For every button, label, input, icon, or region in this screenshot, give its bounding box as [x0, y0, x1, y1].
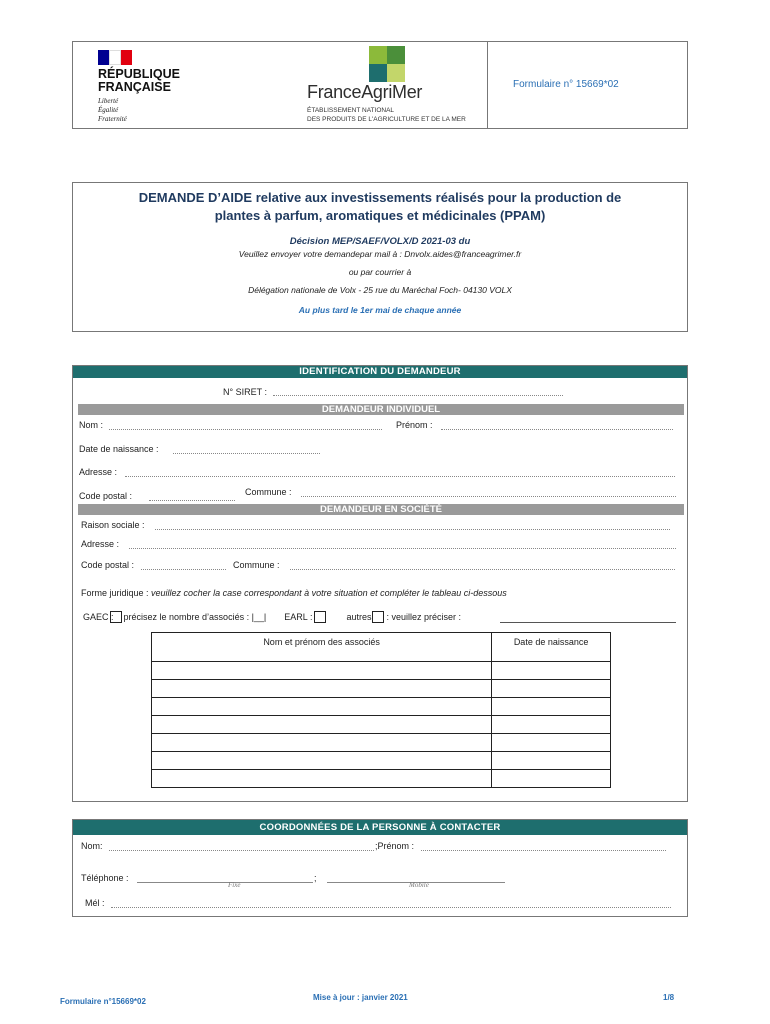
postal2-field[interactable] — [141, 569, 226, 570]
footer-page: 1/8 — [663, 993, 675, 1002]
forme-label-text: Forme juridique : — [81, 588, 149, 598]
form-number: Formulaire n° 15669*02 — [513, 79, 619, 90]
table-cell-name[interactable] — [152, 716, 492, 734]
republique-line2: FRANÇAISE — [98, 80, 171, 94]
address2-label: Adresse : — [81, 539, 120, 549]
autres-checkbox[interactable] — [372, 611, 384, 623]
table-cell-birth[interactable] — [492, 770, 611, 788]
gaec-checkbox[interactable] — [110, 611, 122, 623]
brand-sub-2: DES PRODUITS DE L'AGRICULTURE ET DE LA MER — [307, 116, 466, 123]
raison-field[interactable] — [155, 529, 670, 530]
phone-fixe-field[interactable] — [137, 882, 313, 883]
siret-label: N° SIRET : — [223, 387, 267, 397]
forme-hint: veuillez cocher la case correspondant à votre situation et compléter le tableau ci-dessous — [151, 588, 507, 598]
address-field[interactable] — [125, 476, 675, 477]
gaec-label: GAEC : — [83, 612, 114, 622]
table-cell-birth[interactable] — [492, 716, 611, 734]
commune2-field[interactable] — [290, 569, 675, 570]
contact-nom-label: Nom: — [81, 841, 103, 851]
company-header: DEMANDEUR EN SOCIÉTÉ — [78, 504, 684, 515]
associates-table — [151, 632, 611, 788]
commune-label: Commune : — [245, 487, 292, 497]
contact-prenom-field[interactable] — [421, 850, 666, 851]
table-row — [152, 770, 611, 788]
table-row — [152, 662, 611, 680]
table-cell-name[interactable] — [152, 698, 492, 716]
header-divider — [487, 42, 488, 128]
commune-field[interactable] — [301, 496, 676, 497]
deadline-line: Au plus tard le 1er mai de chaque année — [298, 305, 462, 315]
birth-field[interactable] — [173, 453, 320, 454]
table-row — [152, 752, 611, 770]
postal2-label: Code postal : — [81, 560, 135, 570]
siret-field[interactable] — [273, 395, 563, 396]
franceagrimer-icon — [369, 46, 405, 82]
nom-field[interactable] — [109, 429, 382, 430]
address-label: Adresse : — [79, 467, 118, 477]
table-header-name: Nom et prénom des associés — [152, 633, 492, 662]
table-row — [152, 734, 611, 752]
gaec-row — [83, 611, 461, 623]
fixe-label: Fixe — [228, 881, 241, 889]
decision-line: Décision MEP/SAEF/VOLX/D 2021-03 du — [289, 236, 471, 247]
contact-header: COORDONNÉES DE LA PERSONNE À CONTACTER — [73, 820, 687, 835]
nom-label: Nom : — [79, 420, 104, 430]
contact-prenom-label: ;Prénom : — [375, 841, 415, 851]
table-cell-name[interactable] — [152, 734, 492, 752]
gaec-detail: précisez le nombre d’associés : |__| — [123, 612, 267, 622]
table-cell-birth[interactable] — [492, 698, 611, 716]
raison-label: Raison sociale : — [81, 520, 145, 530]
identification-section — [72, 365, 688, 802]
mel-field[interactable] — [111, 907, 671, 908]
address-line: Délégation nationale de Volx - 25 rue du Maréchal Foch- 04130 VOLX — [248, 285, 512, 295]
footer-update: Mise à jour : janvier 2021 — [313, 993, 408, 1002]
identification-header: IDENTIFICATION DU DEMANDEUR — [73, 366, 687, 378]
forme-label — [81, 588, 507, 598]
postal-label: Code postal : — [79, 491, 133, 501]
table-cell-name[interactable] — [152, 752, 492, 770]
phone-label: Téléphone : — [81, 873, 129, 883]
phone-separator: ; — [314, 873, 317, 883]
birth-label: Date de naissance : — [79, 444, 159, 454]
table-row — [152, 698, 611, 716]
table-cell-birth[interactable] — [492, 752, 611, 770]
table-cell-birth[interactable] — [492, 734, 611, 752]
brand-name: FranceAgriMer — [307, 82, 423, 102]
contact-nom-field[interactable] — [109, 850, 374, 851]
republique-logo — [98, 50, 193, 122]
earl-label: EARL : — [284, 612, 313, 622]
table-header-birth: Date de naissance — [492, 633, 611, 662]
title-line-1: DEMANDE D’AIDE relative aux investissements réalisés pour la production de — [138, 190, 622, 205]
table-cell-name[interactable] — [152, 770, 492, 788]
autres-label: autres — [346, 612, 372, 622]
postal-field[interactable] — [149, 500, 235, 501]
table-cell-birth[interactable] — [492, 662, 611, 680]
individual-header: DEMANDEUR INDIVIDUEL — [78, 404, 684, 415]
or-mail-line: ou par courrier à — [348, 267, 412, 277]
brand-sub-1: ÉTABLISSEMENT NATIONAL — [307, 107, 395, 114]
header-box — [72, 41, 688, 129]
earl-checkbox[interactable] — [314, 611, 326, 623]
mobile-label: Mobile — [409, 881, 429, 889]
title-box — [72, 182, 688, 332]
table-row — [152, 680, 611, 698]
autres-detail: : veuillez préciser : — [386, 612, 461, 622]
table-cell-birth[interactable] — [492, 680, 611, 698]
title-line-2: plantes à parfum, aromatiques et médicinales (PPAM) — [214, 208, 546, 223]
franceagrimer-logo — [295, 46, 495, 128]
republique-line1: RÉPUBLIQUE — [98, 67, 180, 81]
motto-1: Liberté — [98, 97, 119, 105]
marianne-icon — [98, 50, 132, 65]
prenom-field[interactable] — [441, 429, 673, 430]
motto-3: Fraternité — [98, 115, 127, 123]
contact-section — [72, 819, 688, 917]
send-mail-line: Veuillez envoyer votre demandepar mail à : Dnvolx.aides@franceagrimer.fr — [238, 249, 522, 259]
motto-2: Égalité — [98, 106, 119, 114]
table-cell-name[interactable] — [152, 680, 492, 698]
mel-label: Mél : — [85, 898, 105, 908]
prenom-label: Prénom : — [396, 420, 433, 430]
footer-form-number: Formulaire n°15669*02 — [60, 997, 146, 1006]
table-cell-name[interactable] — [152, 662, 492, 680]
autres-field[interactable] — [500, 622, 676, 623]
table-row — [152, 716, 611, 734]
address2-field[interactable] — [129, 548, 676, 549]
commune2-label: Commune : — [233, 560, 280, 570]
